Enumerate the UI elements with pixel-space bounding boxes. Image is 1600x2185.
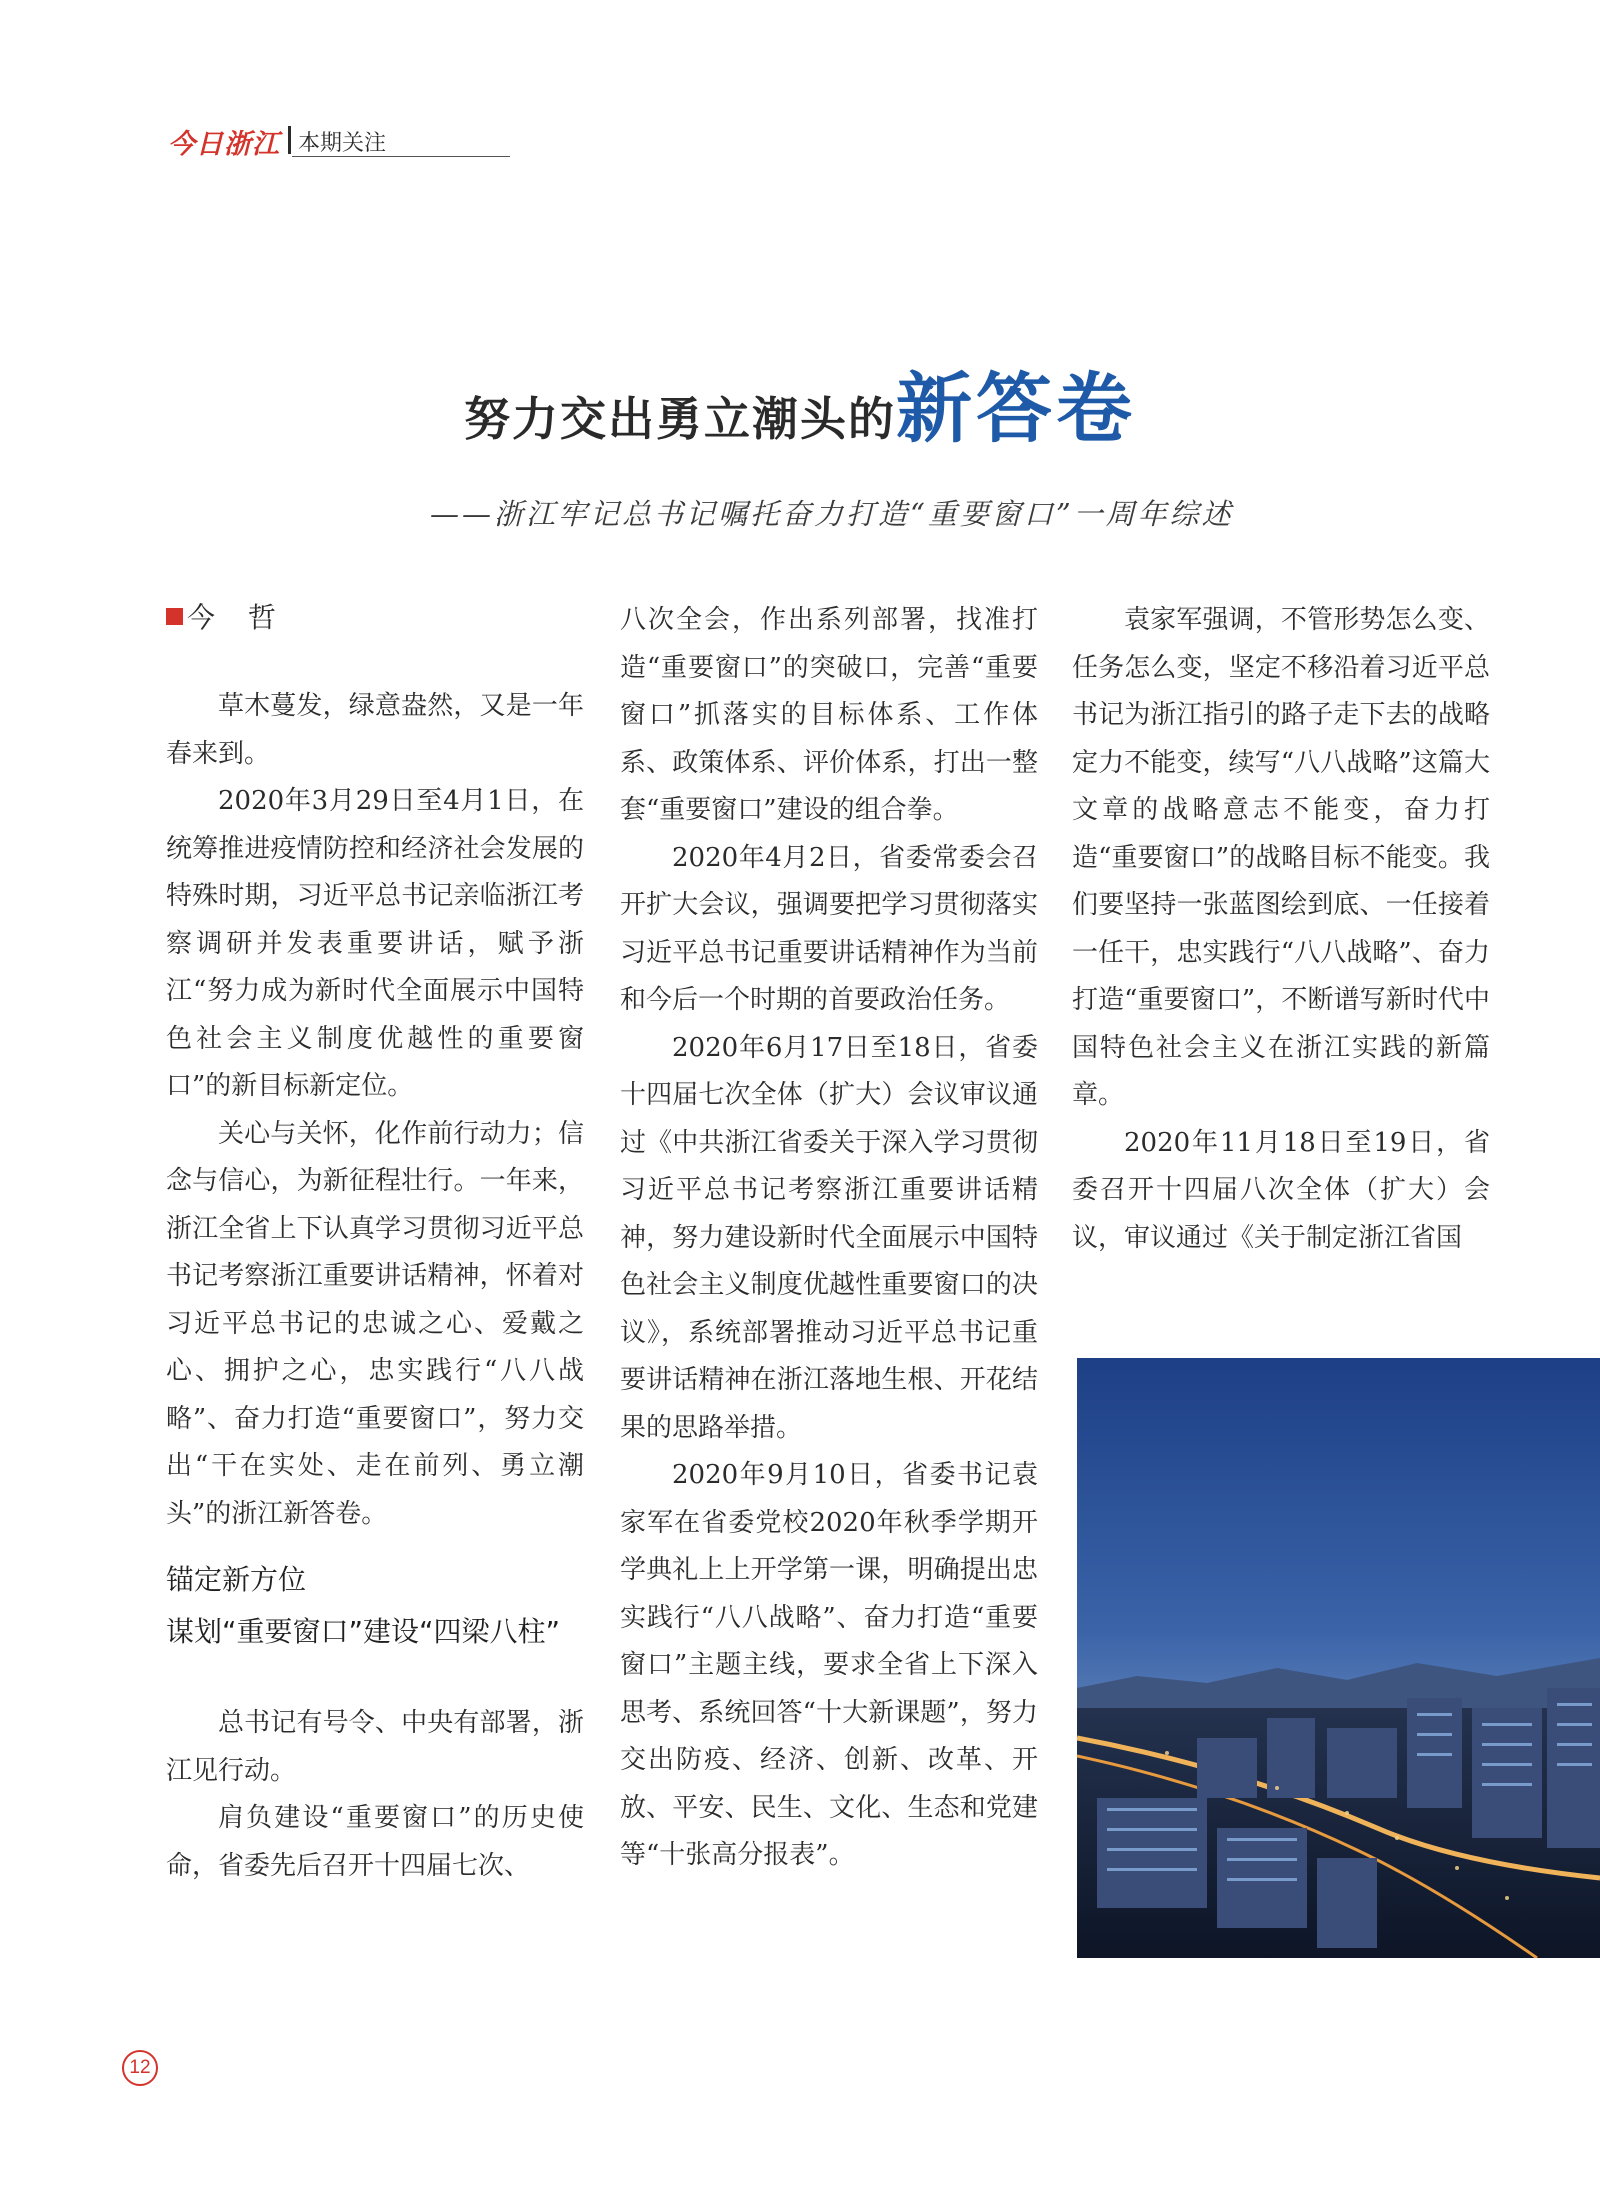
section-subheading: [166, 1554, 584, 1658]
paragraph: 2020年11月18日至19日，省委召开十四届八次全体（扩大）会议，审议通过《关于制定浙江省国: [1072, 1127, 1490, 1253]
paragraph: 八次全会，作出系列部署，找准打造“重要窗口”的突破口，完善“重要窗口”抓落实的目标体系、工作体系、政策体系、评价体系，打出一整套“重要窗口”建设的组合拳。: [620, 605, 1038, 825]
article-subtitle: ——浙江牢记总书记嘱托奋力打造“重要窗口”一周年综述: [430, 497, 1234, 531]
section-label: 本期关注: [298, 131, 387, 156]
paragraph: 总书记有号令、中央有部署，浙江见行动。: [166, 1708, 584, 1786]
column-2: [620, 597, 1038, 1880]
title-highlight: 新答卷: [896, 364, 1136, 453]
paragraph: 肩负建设“重要窗口”的历史使命，省委先后召开十四届七次、: [166, 1803, 584, 1881]
city-night-photo: [1077, 1358, 1600, 1958]
subheading-line-1: 锚定新方位: [166, 1563, 307, 1596]
paragraph: 2020年6月17日至18日，省委十四届七次全体（扩大）会议审议通过《中共浙江省委关于深入学习贯彻习近平总书记考察浙江重要讲话精神，努力建设新时代全面展示中国特色社会主义制度优越性重要窗口的决议》，系统部署推动习近平总书记重要讲话精神在浙江落地生根、开花结果的思路举措。: [620, 1032, 1038, 1443]
magazine-logo: 今日浙江: [168, 129, 280, 160]
paragraph: 2020年3月29日至4月1日，在统筹推进疫情防控和经济社会发展的特殊时期，习近平总书记亲临浙江考察调研并发表重要讲话，赋予浙江“努力成为新时代全面展示中国特色社会主义制度优越性的重要窗口”的新目标新定位。: [166, 786, 584, 1101]
author-name: 今 哲: [187, 601, 288, 634]
header-rule: [292, 156, 510, 157]
article-title: [0, 348, 1600, 457]
column-1: [166, 594, 584, 1890]
paragraph: 2020年9月10日，省委书记袁家军在省委党校2020年秋季学期开学典礼上上开学第一课，明确提出忠实践行“八八战略”、奋力打造“重要窗口”主题主线，要求全省上下深入思考、系统回答“十大新课题”，努力交出防疫、经济、创新、改革、开放、平安、民生、文化、生态和党建等“十张高分报表”。: [620, 1460, 1038, 1870]
paragraph: 关心与关怀，化作前行动力；信念与信心，为新征程壮行。一年来，浙江全省上下认真学习贯彻习近平总书记考察浙江重要讲话精神，怀着对习近平总书记的忠诚之心、爱戴之心、拥护之心，忠实践行“八八战略”、奋力打造“重要窗口”，努力交出“干在实处、走在前列、勇立潮头”的浙江新答卷。: [166, 1118, 584, 1529]
running-header: [168, 122, 510, 158]
paragraph: 草木蔓发，绿意盎然，又是一年春来到。: [166, 691, 584, 769]
page-number: 12: [122, 2050, 158, 2086]
author-marker-icon: [166, 608, 183, 625]
title-main: 努力交出勇立潮头的: [464, 392, 896, 446]
column-3: [1072, 597, 1490, 1262]
author-line: [166, 594, 584, 641]
subheading-line-2: 谋划“重要窗口”建设“四梁八柱”: [166, 1615, 561, 1648]
paragraph: 2020年4月2日，省委常委会召开扩大会议，强调要把学习贯彻落实习近平总书记重要讲话精神作为当前和今后一个时期的首要政治任务。: [620, 842, 1038, 1015]
header-divider: [288, 126, 291, 154]
paragraph: 袁家军强调，不管形势怎么变、任务怎么变，坚定不移沿着习近平总书记为浙江指引的路子走下去的战略定力不能变，续写“八八战略”这篇大文章的战略意志不能变，奋力打造“重要窗口”的战略目标不能变。我们要坚持一张蓝图绘到底、一任接着一任干，忠实践行“八八战略”、奋力打造“重要窗口”，不断谱写新时代中国特色社会主义在浙江实践的新篇章。: [1072, 605, 1490, 1110]
